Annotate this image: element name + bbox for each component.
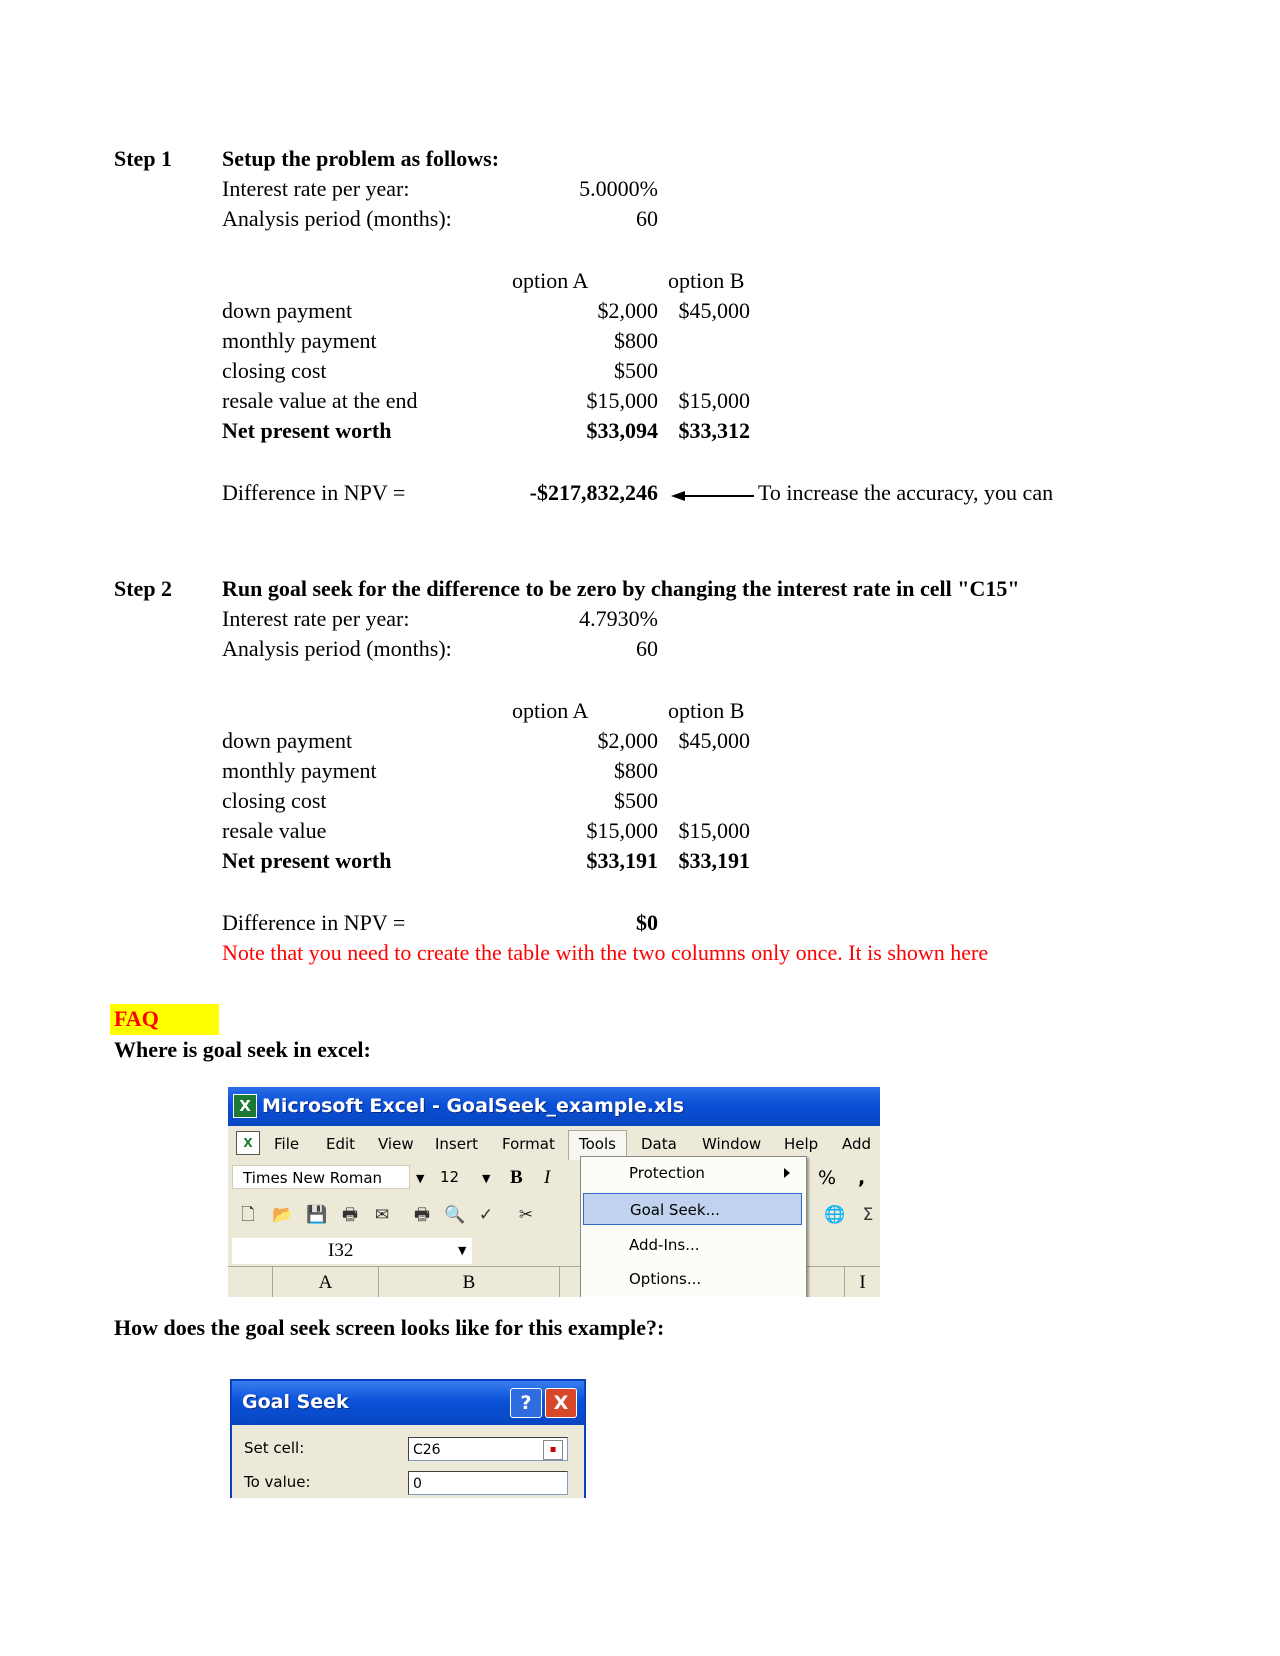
step1-col-b-header: option B <box>668 268 745 293</box>
excel-screenshot <box>228 1087 880 1297</box>
arrow-line <box>682 495 754 497</box>
step1-row-a: $15,000 <box>586 388 658 413</box>
size-dropdown-icon[interactable]: ▼ <box>482 1172 491 1185</box>
spelling-icon[interactable]: ✓ <box>478 1205 494 1225</box>
step2-row-b: $45,000 <box>678 728 750 753</box>
step1-row-a: $500 <box>614 358 658 383</box>
menu-tools[interactable]: Tools <box>568 1130 627 1161</box>
menu-item-goal-seek[interactable]: Goal Seek... <box>583 1193 802 1225</box>
to-value-value: 0 <box>413 1476 422 1492</box>
step2-period-value: 60 <box>636 636 658 661</box>
step2-npw-label: Net present worth <box>222 848 392 873</box>
menu-item-label: Protection <box>629 1164 705 1182</box>
menu-item-add-ins[interactable]: Add-Ins... <box>629 1236 700 1254</box>
faq-label: FAQ <box>114 1006 159 1031</box>
goal-seek-titlebar <box>232 1381 584 1425</box>
set-cell-value: C26 <box>413 1442 441 1458</box>
step1-npw-label: Net present worth <box>222 418 392 443</box>
goal-seek-dialog <box>230 1379 586 1498</box>
column-header-a[interactable]: A <box>273 1267 379 1297</box>
excel-menubar <box>228 1126 880 1160</box>
step1-diff-label: Difference in NPV = <box>222 480 406 505</box>
step2-interest-label: Interest rate per year: <box>222 606 410 631</box>
step1-npw-b: $33,312 <box>678 418 750 443</box>
step1-period-value: 60 <box>636 206 658 231</box>
open-icon[interactable]: 📂 <box>272 1205 294 1225</box>
step1-row-label: down payment <box>222 298 353 323</box>
email-icon[interactable]: ✉ <box>374 1205 390 1225</box>
step2-interest-value: 4.7930% <box>579 606 658 631</box>
menu-data[interactable]: Data <box>641 1135 677 1153</box>
step2-diff-label: Difference in NPV = <box>222 910 406 935</box>
goal-seek-title: Goal Seek <box>242 1391 349 1413</box>
step1-interest-label: Interest rate per year: <box>222 176 410 201</box>
menu-file[interactable]: File <box>274 1135 300 1153</box>
step2-period-label: Analysis period (months): <box>222 636 452 661</box>
step1-label: Step 1 <box>114 146 173 171</box>
column-header-b[interactable]: B <box>379 1267 560 1297</box>
step1-npw-a: $33,094 <box>586 418 658 443</box>
font-size-select[interactable]: 12 <box>440 1168 460 1186</box>
step1-col-a-header: option A <box>512 268 589 293</box>
help-button[interactable]: ? <box>510 1388 542 1418</box>
font-name-select[interactable]: Times New Roman <box>232 1165 410 1189</box>
step2-col-b-header: option B <box>668 698 745 723</box>
new-icon[interactable]: 🗋 <box>241 1205 255 1225</box>
step2-row-label: monthly payment <box>222 758 377 783</box>
excel-logo-icon: X <box>233 1094 257 1118</box>
menu-addins[interactable]: Add <box>842 1135 872 1153</box>
print-preview-icon[interactable]: 🔍 <box>444 1205 466 1225</box>
step2-row-a: $500 <box>614 788 658 813</box>
step1-diff-value: -$217,832,246 <box>529 480 658 505</box>
step1-row-label: resale value at the end <box>222 388 418 413</box>
step1-row-label: closing cost <box>222 358 327 383</box>
name-box-value: I32 <box>328 1240 354 1261</box>
step2-row-a: $2,000 <box>597 728 658 753</box>
step1-row-a: $2,000 <box>597 298 658 323</box>
step2-heading: Run goal seek for the difference to be zero by changing the interest rate in cell "C15" <box>222 576 1020 601</box>
workbook-icon: X <box>236 1131 260 1155</box>
menu-help[interactable]: Help <box>784 1135 819 1153</box>
faq-question-2: How does the goal seek screen looks like for this example?: <box>114 1315 665 1340</box>
menu-window[interactable]: Window <box>702 1135 762 1153</box>
to-value-label: To value: <box>244 1473 311 1491</box>
step1-row-a: $800 <box>614 328 658 353</box>
step2-row-b: $15,000 <box>678 818 750 843</box>
step2-row-label: down payment <box>222 728 353 753</box>
step2-row-a: $800 <box>614 758 658 783</box>
save-icon[interactable]: 💾 <box>306 1205 328 1225</box>
step2-col-a-header: option A <box>512 698 589 723</box>
menu-format[interactable]: Format <box>502 1135 555 1153</box>
to-value-input[interactable] <box>408 1471 568 1495</box>
step2-diff-value: $0 <box>636 910 658 935</box>
italic-button[interactable]: I <box>544 1167 551 1188</box>
bold-button[interactable]: B <box>510 1167 523 1188</box>
range-select-icon[interactable]: ▪ <box>543 1440 563 1460</box>
step2-row-a: $15,000 <box>586 818 658 843</box>
set-cell-input[interactable] <box>408 1437 568 1461</box>
hyperlink-icon[interactable]: 🌐 <box>824 1205 846 1225</box>
column-header-i[interactable]: I <box>845 1267 880 1297</box>
step2-note: Note that you need to create the table with the two columns only once. It is shown here <box>222 940 989 965</box>
step2-npw-a: $33,191 <box>586 848 658 873</box>
step1-interest-value: 5.0000% <box>579 176 658 201</box>
step2-row-label: resale value <box>222 818 327 843</box>
step1-arrow-note: To increase the accuracy, you can <box>758 480 1054 505</box>
step1-row-b: $45,000 <box>678 298 750 323</box>
autosum-icon[interactable]: Σ <box>862 1205 874 1225</box>
tools-menu-dropdown <box>580 1156 807 1297</box>
menu-edit[interactable]: Edit <box>326 1135 356 1153</box>
set-cell-label: Set cell: <box>244 1439 305 1457</box>
close-button[interactable]: X <box>545 1388 577 1418</box>
cut-icon[interactable]: ✂ <box>518 1205 534 1225</box>
step1-row-b: $15,000 <box>678 388 750 413</box>
step1-row-label: monthly payment <box>222 328 377 353</box>
step2-label: Step 2 <box>114 576 173 601</box>
excel-window-title: Microsoft Excel - GoalSeek_example.xls <box>262 1095 685 1117</box>
faq-question-1: Where is goal seek in excel: <box>114 1037 371 1062</box>
submenu-arrow-icon <box>784 1168 790 1178</box>
menu-insert[interactable]: Insert <box>435 1135 479 1153</box>
name-box-dropdown-icon[interactable]: ▼ <box>458 1244 467 1257</box>
permission-icon[interactable]: 🖶 <box>341 1205 359 1225</box>
step1-period-label: Analysis period (months): <box>222 206 452 231</box>
name-box[interactable] <box>232 1238 472 1264</box>
menu-item-options[interactable]: Options... <box>629 1270 702 1288</box>
step2-npw-b: $33,191 <box>678 848 750 873</box>
print-icon[interactable]: 🖶 <box>413 1205 431 1225</box>
column-header-blank[interactable] <box>808 1267 845 1297</box>
excel-titlebar <box>228 1087 880 1126</box>
step1-heading: Setup the problem as follows: <box>222 146 500 171</box>
step2-row-label: closing cost <box>222 788 327 813</box>
select-all-corner[interactable] <box>228 1267 273 1297</box>
menu-item-protection[interactable] <box>583 1157 802 1189</box>
font-dropdown-icon[interactable]: ▼ <box>416 1172 425 1185</box>
percent-style-button[interactable]: % <box>818 1167 837 1189</box>
menu-view[interactable]: View <box>378 1135 414 1153</box>
comma-style-button[interactable]: , <box>858 1167 866 1189</box>
